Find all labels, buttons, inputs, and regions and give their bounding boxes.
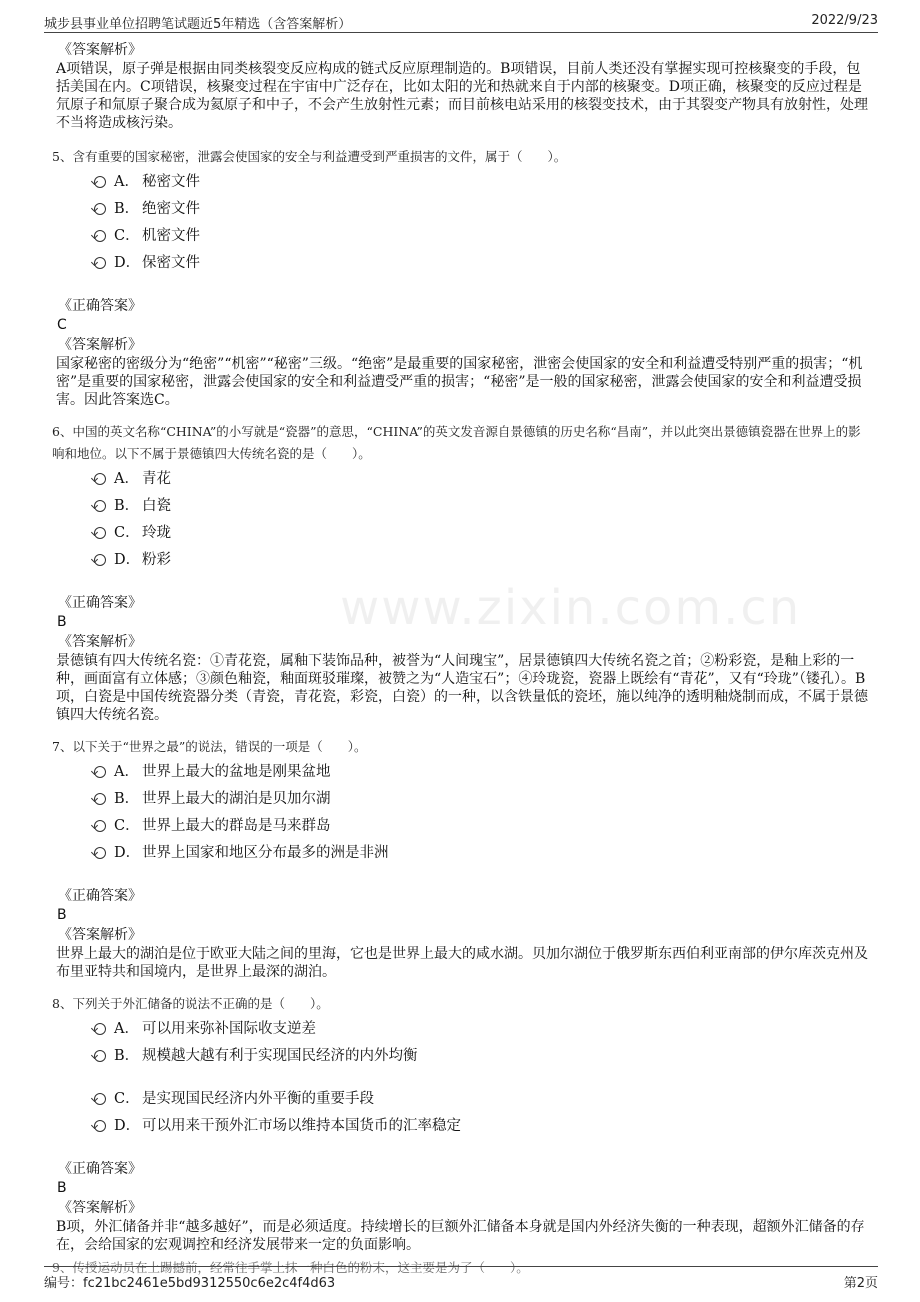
question-stem: 5、含有重要的国家秘密，泄露会使国家的安全与利益遭受到严重损害的文件，属于（ ）。 <box>52 149 567 164</box>
watermark: www.zixin.com.cn <box>340 580 802 636</box>
radio-icon[interactable] <box>94 176 106 188</box>
analysis-label: 《答案解析》 <box>58 42 142 58</box>
page-number: 第2页 <box>843 1276 878 1291</box>
top-analysis-text: A项错误，原子弹是根据由同类核裂变反应构成的链式反应原理制造的。B项错误，目前人类还没有掌握实现可控核聚变的手段，包括美国在内。C项错误，核聚变过程在宇宙中广泛存在，比如太阳的光和热就来自于内部的核聚变。D项正确，核聚变的反应过程是氘原子和氚原子聚合成为氦原子和中子，不会产生放射性元素；而目前核电站采用的核裂变技术，由于其裂变产物具有放射性，处理不当将造成核污染。 <box>56 61 868 131</box>
option-b[interactable]: B． 规模越大越有利于实现国民经济的内外均衡 <box>94 1043 868 1086</box>
analysis-text: 景德镇有四大传统名瓷：①青花瓷，属釉下装饰品种，被誉为“人间瑰宝”，居景德镇四大传统名瓷之首；②粉彩瓷，是釉上彩的一种，画面富有立体感；③颜色釉瓷，釉面斑驳璀璨，被赞之为“人造宝石”；④玲珑瓷，瓷器上既绘有“青花”，又有“玲珑”（镂孔）。B项，白瓷是中国传统瓷器分类（青瓷，青花瓷，彩瓷，白瓷）的一种，以含铁量低的瓷坯，施以纯净的透明釉烧制而成，不属于景德镇四大传统名瓷。 <box>56 653 868 723</box>
radio-icon[interactable] <box>94 1120 106 1132</box>
analysis-label: 《答案解析》 <box>58 927 142 943</box>
analysis-text: B项，外汇储备并非“越多越好”，而是必须适度。持续增长的巨额外汇储备本身就是国内外经济失衡的一种表现，超额外汇储备的存在，会给国家的宏观调控和经济发展带来一定的负面影响。 <box>56 1219 865 1253</box>
radio-icon[interactable] <box>94 527 106 539</box>
radio-icon[interactable] <box>94 257 106 269</box>
option-c[interactable]: C． 机密文件 <box>94 223 868 250</box>
question-stem: 6、中国的英文名称“CHINA”的小写就是“瓷器”的意思，“CHINA”的英文发音源自景德镇的历史名称“昌南”，并以此突出景德镇瓷器在世界上的影响和地位。以下不属于景德镇四大传统名瓷的是（ ）。 <box>52 424 861 461</box>
analysis-text: 国家秘密的密级分为“绝密”“机密”“秘密”三级。“绝密”是最重要的国家秘密，泄密会使国家的安全和利益遭受特别严重的损害；“机密”是重要的国家秘密，泄露会使国家的安全和利益遭受严重的损害；“秘密”是一般的国家秘密，泄露会使国家的安全和利益遭受损害。因此答案选C。 <box>56 356 863 408</box>
correct-answer: B <box>57 1180 67 1196</box>
document-code: 编号：fc21bc2461e5bd9312550c6e2c4f4d63 <box>44 1276 336 1291</box>
option-list <box>94 466 868 574</box>
header-date: 2022/9/23 <box>811 13 878 28</box>
analysis-label: 《答案解析》 <box>58 634 142 650</box>
option-a[interactable]: A． 可以用来弥补国际收支逆差 <box>94 1016 868 1043</box>
option-d[interactable]: D． 世界上国家和地区分布最多的洲是非洲 <box>94 840 868 867</box>
option-a[interactable]: A． 青花 <box>94 466 868 493</box>
option-c[interactable]: C． 玲珑 <box>94 520 868 547</box>
option-b[interactable]: B． 白瓷 <box>94 493 868 520</box>
radio-icon[interactable] <box>94 820 106 832</box>
correct-answer: C <box>57 317 67 333</box>
correct-answer-label: 《正确答案》 <box>58 298 142 314</box>
option-d[interactable]: D． 保密文件 <box>94 250 868 277</box>
radio-icon[interactable] <box>94 1093 106 1105</box>
page-footer <box>44 1266 878 1293</box>
question-7 <box>52 736 868 981</box>
radio-icon[interactable] <box>94 793 106 805</box>
radio-icon[interactable] <box>94 554 106 566</box>
radio-icon[interactable] <box>94 1023 106 1035</box>
analysis-text: 世界上最大的湖泊是位于欧亚大陆之间的里海，它也是世界上最大的咸水湖。贝加尔湖位于俄罗斯东西伯利亚南部的伊尔库茨克州及布里亚特共和国境内，是世界上最深的湖泊。 <box>56 946 868 980</box>
header-title: 城步县事业单位招聘笔试题近5年精选（含答案解析） <box>44 17 352 32</box>
option-list <box>94 759 868 867</box>
question-stem: 8、下列关于外汇储备的说法不正确的是（ ）。 <box>52 996 329 1011</box>
option-d[interactable]: D． 粉彩 <box>94 547 868 574</box>
analysis-label: 《答案解析》 <box>58 337 142 353</box>
radio-icon[interactable] <box>94 230 106 242</box>
correct-answer-label: 《正确答案》 <box>58 888 142 904</box>
option-list <box>94 1016 868 1140</box>
radio-icon[interactable] <box>94 766 106 778</box>
correct-answer-label: 《正确答案》 <box>58 1161 142 1177</box>
document-body <box>52 40 868 1275</box>
radio-icon[interactable] <box>94 1050 106 1062</box>
option-d[interactable]: D． 可以用来干预外汇市场以维持本国货币的汇率稳定 <box>94 1113 868 1140</box>
option-b[interactable]: B． 世界上最大的湖泊是贝加尔湖 <box>94 786 868 813</box>
question-5 <box>52 146 868 409</box>
option-a[interactable]: A． 秘密文件 <box>94 169 868 196</box>
option-a[interactable]: A． 世界上最大的盆地是刚果盆地 <box>94 759 868 786</box>
radio-icon[interactable] <box>94 203 106 215</box>
question-8 <box>52 993 868 1254</box>
option-c[interactable]: C． 是实现国民经济内外平衡的重要手段 <box>94 1086 868 1113</box>
next-question-stem-cut: 9、传授运动员在上踢撼前，经常往手掌上抹一种白色的粉末，这主要是为了（ ）。 <box>52 1260 529 1275</box>
correct-answer: B <box>57 907 67 923</box>
option-c[interactable]: C． 世界上最大的群岛是马来群岛 <box>94 813 868 840</box>
question-6 <box>52 421 868 724</box>
correct-answer-label: 《正确答案》 <box>58 595 142 611</box>
page-header <box>44 10 878 33</box>
radio-icon[interactable] <box>94 500 106 512</box>
radio-icon[interactable] <box>94 847 106 859</box>
radio-icon[interactable] <box>94 473 106 485</box>
analysis-label: 《答案解析》 <box>58 1200 142 1216</box>
correct-answer: B <box>57 614 67 630</box>
option-list <box>94 169 868 277</box>
question-stem: 7、以下关于“世界之最”的说法，错误的一项是（ ）。 <box>52 739 367 754</box>
option-b[interactable]: B． 绝密文件 <box>94 196 868 223</box>
